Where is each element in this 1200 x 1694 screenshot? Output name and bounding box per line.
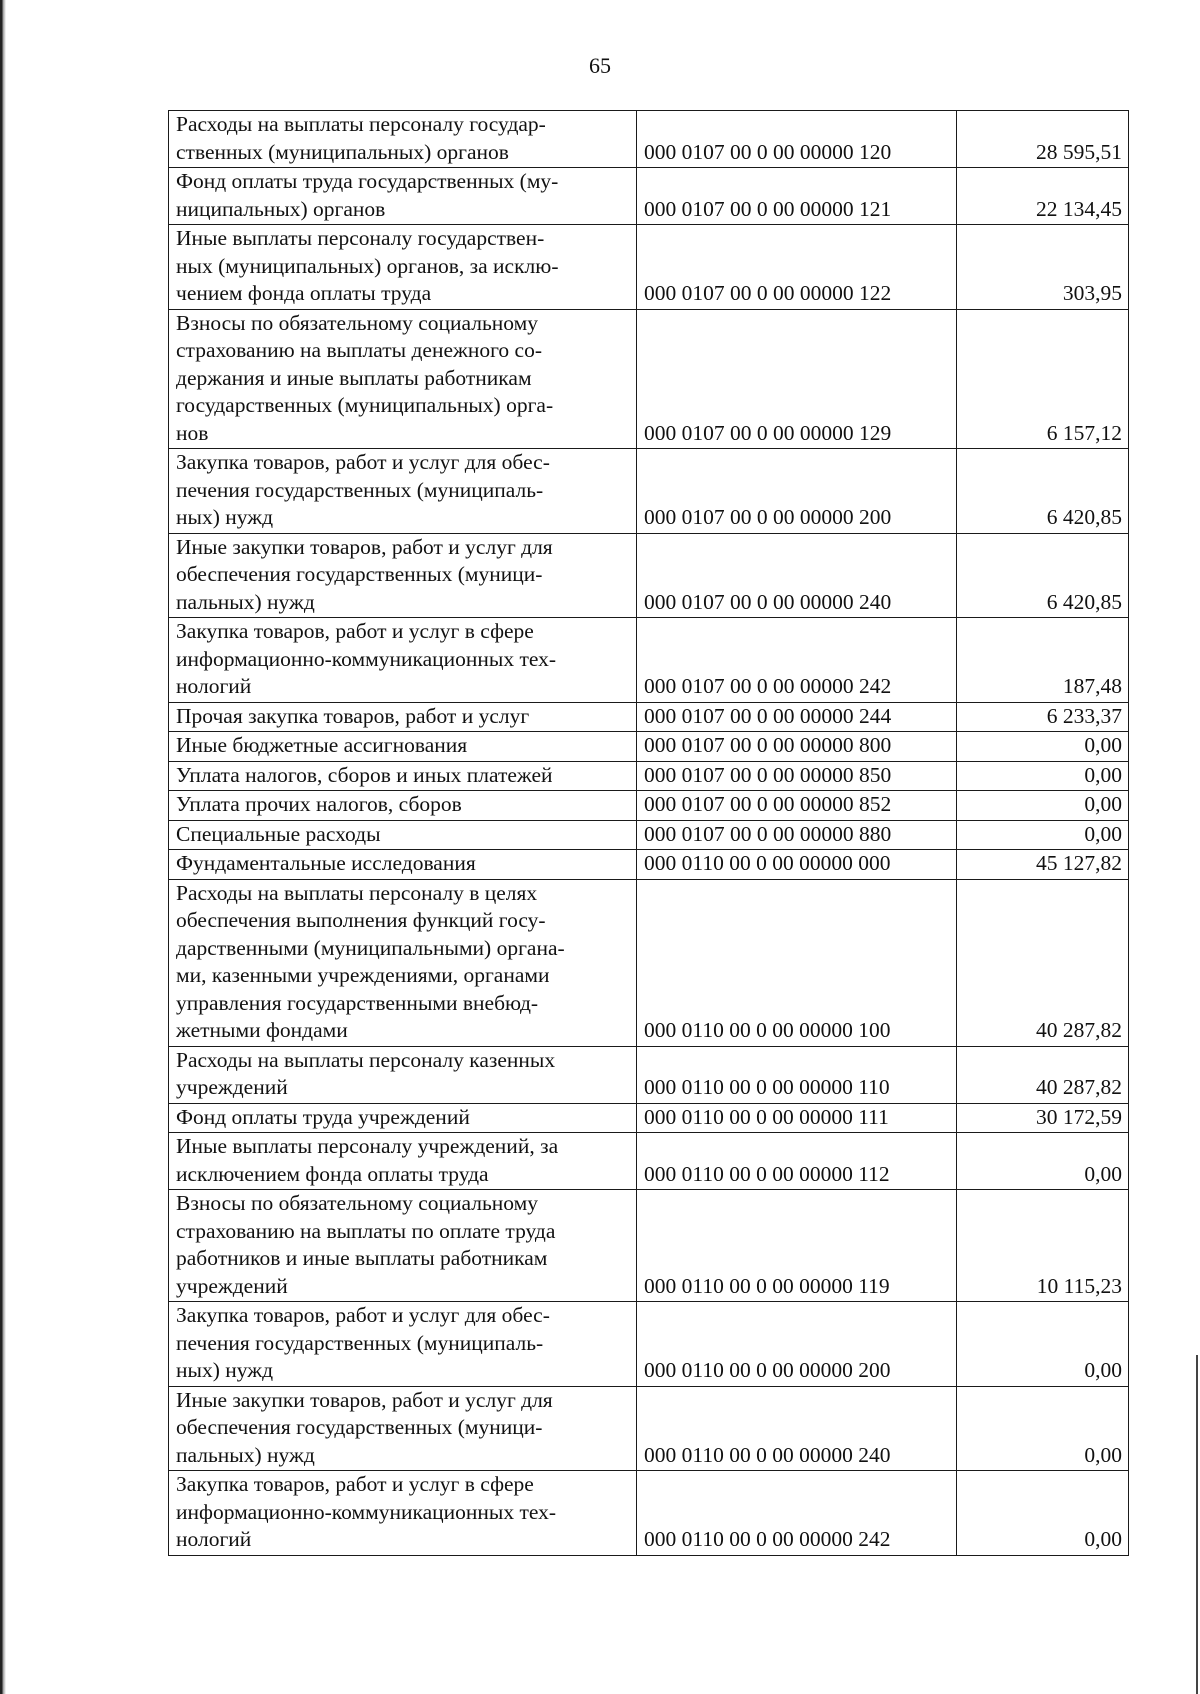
budget-code-cell: 000 0107 00 0 00 00000 200 [637,449,957,534]
budget-code-cell: 000 0110 00 0 00 00000 242 [637,1471,957,1556]
expense-name-cell [169,879,637,1046]
amount-cell: 22 134,45 [957,168,1129,225]
expense-name-line: Иные бюджетные ассигнования [176,733,468,757]
scan-left-edge [0,0,6,1694]
expense-name-line: обеспечения государственных (муници- [176,562,543,586]
expense-name-cell [169,820,637,850]
amount-cell: 187,48 [957,618,1129,703]
expense-name-line: Фундаментальные исследования [176,851,476,875]
budget-code-cell: 000 0107 00 0 00 00000 121 [637,168,957,225]
amount-cell: 30 172,59 [957,1103,1129,1133]
amount-cell: 0,00 [957,1133,1129,1190]
expense-name-cell [169,533,637,618]
budget-code-cell: 000 0107 00 0 00 00000 120 [637,111,957,168]
expense-name-line: работников и иные выплаты работникам [176,1246,548,1270]
expense-name-line: Закупка товаров, работ и услуг в сфере [176,619,534,643]
table-row [169,850,1129,880]
budget-code-cell: 000 0107 00 0 00 00000 242 [637,618,957,703]
expense-name-line: Закупка товаров, работ и услуг для обес- [176,1303,550,1327]
budget-code-cell: 000 0110 00 0 00 00000 111 [637,1103,957,1133]
expense-name-line: страхованию на выплаты по оплате труда [176,1218,556,1243]
amount-cell: 0,00 [957,820,1129,850]
expense-name-line: Закупка товаров, работ и услуг для обес- [176,450,550,474]
amount-cell: 6 420,85 [957,449,1129,534]
expense-name-line: Фонд оплаты труда учреждений [176,1104,470,1129]
expense-name-cell [169,1133,637,1190]
expense-name-line: Уплата прочих налогов, сборов [176,792,462,816]
budget-table [168,110,1129,1556]
expense-name-cell [169,618,637,703]
table-row [169,225,1129,310]
expense-name-line: учреждений [176,1075,288,1099]
expense-name-line: Закупка товаров, работ и услуг в сфере [176,1472,534,1496]
table-row [169,168,1129,225]
expense-name-line: Иные выплаты персоналу государствен- [176,226,545,250]
expense-name-line: Фонд оплаты труда государственных (му- [176,169,559,193]
budget-code-cell: 000 0110 00 0 00 00000 200 [637,1302,957,1387]
expense-name-line: пальных) нужд [176,1442,315,1467]
expense-name-line: Иные выплаты персоналу учреждений, за [176,1134,559,1158]
expense-name-line: дарственными (муниципальными) органа- [176,935,565,960]
amount-cell: 0,00 [957,1471,1129,1556]
expense-name-line: исключением фонда оплаты труда [176,1161,489,1186]
expense-name-line: нов [176,420,209,445]
amount-cell: 40 287,82 [957,879,1129,1046]
expense-name-line: чением фонда оплаты труда [176,281,432,305]
expense-name-line: ных) нужд [176,1358,274,1382]
table-row [169,1103,1129,1133]
expense-name-cell [169,1471,637,1556]
amount-cell: 6 420,85 [957,533,1129,618]
amount-cell: 0,00 [957,732,1129,762]
expense-name-cell [169,1103,637,1133]
table-row [169,732,1129,762]
expense-name-line: обеспечения государственных (муници- [176,1415,543,1439]
expense-name-line: пальных) нужд [176,589,315,614]
budget-code-cell: 000 0107 00 0 00 00000 880 [637,820,957,850]
expense-name-line: ных (муниципальных) органов, за исклю- [176,253,559,278]
amount-cell: 6 233,37 [957,702,1129,732]
expense-name-line: Расходы на выплаты персоналу казенных [176,1047,556,1072]
amount-cell: 45 127,82 [957,850,1129,880]
table-row [169,1386,1129,1471]
table-row [169,309,1129,449]
amount-cell: 0,00 [957,1386,1129,1471]
expense-name-line: информационно-коммуникационных тех- [176,1499,557,1524]
budget-code-cell: 000 0110 00 0 00 00000 240 [637,1386,957,1471]
table-row [169,702,1129,732]
expense-name-cell [169,1046,637,1103]
budget-code-cell: 000 0110 00 0 00 00000 119 [637,1190,957,1302]
table-row [169,111,1129,168]
amount-cell: 0,00 [957,761,1129,791]
budget-code-cell: 000 0110 00 0 00 00000 112 [637,1133,957,1190]
expense-name-line: учреждений [176,1273,288,1298]
amount-cell: 0,00 [957,1302,1129,1387]
expense-name-line: информационно-коммуникационных тех- [176,646,557,671]
table-row [169,879,1129,1046]
amount-cell: 10 115,23 [957,1190,1129,1302]
budget-code-cell: 000 0107 00 0 00 00000 850 [637,761,957,791]
table-row [169,1046,1129,1103]
scan-right-edge [1196,1355,1198,1694]
amount-cell: 28 595,51 [957,111,1129,168]
table-row [169,449,1129,534]
expense-name-cell [169,850,637,880]
expense-name-line: ственных (муниципальных) органов [176,139,509,164]
expense-name-line: Иные закупки товаров, работ и услуг для [176,534,553,559]
expense-name-line: государственных (муниципальных) орга- [176,393,554,417]
budget-code-cell: 000 0107 00 0 00 00000 122 [637,225,957,310]
expense-name-line: ми, казенными учреждениями, органами [176,963,550,987]
budget-table-body [169,111,1129,1556]
table-row [169,1302,1129,1387]
expense-name-line: Иные закупки товаров, работ и услуг для [176,1387,553,1412]
expense-name-line: ных) нужд [176,505,274,529]
amount-cell: 303,95 [957,225,1129,310]
expense-name-line: обеспечения выполнения функций госу- [176,908,546,932]
expense-name-line: жетными фондами [176,1018,348,1042]
expense-name-line: Расходы на выплаты персоналу государ- [176,112,546,136]
budget-code-cell: 000 0107 00 0 00 00000 129 [637,309,957,449]
budget-code-cell: 000 0110 00 0 00 00000 110 [637,1046,957,1103]
expense-name-cell [169,449,637,534]
expense-name-cell [169,732,637,762]
budget-code-cell: 000 0107 00 0 00 00000 244 [637,702,957,732]
expense-name-line: управления государственными внебюд- [176,990,539,1015]
expense-name-line: ниципальных) органов [176,196,386,221]
table-row [169,618,1129,703]
table-row [169,791,1129,821]
expense-name-line: печения государственных (муниципаль- [176,477,544,502]
budget-code-cell: 000 0107 00 0 00 00000 240 [637,533,957,618]
expense-name-line: страхованию на выплаты денежного со- [176,338,542,362]
budget-code-cell: 000 0110 00 0 00 00000 100 [637,879,957,1046]
expense-name-line: держания и иные выплаты работникам [176,365,532,390]
expense-name-cell [169,761,637,791]
expense-name-line: печения государственных (муниципаль- [176,1330,544,1355]
table-row [169,1133,1129,1190]
expense-name-cell [169,1386,637,1471]
expense-name-cell [169,1190,637,1302]
amount-cell: 40 287,82 [957,1046,1129,1103]
expense-name-line: Специальные расходы [176,821,381,846]
expense-name-line: Прочая закупка товаров, работ и услуг [176,703,530,728]
expense-name-line: Взносы по обязательному социальному [176,310,538,335]
expense-name-line: нологий [176,674,252,698]
budget-code-cell: 000 0110 00 0 00 00000 000 [637,850,957,880]
table-row [169,1471,1129,1556]
amount-cell: 0,00 [957,791,1129,821]
table-row [169,533,1129,618]
expense-name-cell [169,791,637,821]
expense-name-cell [169,168,637,225]
expense-name-line: Расходы на выплаты персоналу в целях [176,880,538,905]
budget-code-cell: 000 0107 00 0 00 00000 852 [637,791,957,821]
table-row [169,1190,1129,1302]
budget-code-cell: 000 0107 00 0 00 00000 800 [637,732,957,762]
expense-name-cell [169,702,637,732]
amount-cell: 6 157,12 [957,309,1129,449]
expense-name-cell [169,225,637,310]
expense-name-cell [169,309,637,449]
expense-name-line: Взносы по обязательному социальному [176,1191,538,1215]
page-number: 65 [589,53,611,78]
table-row [169,761,1129,791]
expense-name-cell [169,111,637,168]
expense-name-line: Уплата налогов, сборов и иных платежей [176,762,553,787]
table-row [169,820,1129,850]
expense-name-line: нологий [176,1527,252,1551]
expense-name-cell [169,1302,637,1387]
